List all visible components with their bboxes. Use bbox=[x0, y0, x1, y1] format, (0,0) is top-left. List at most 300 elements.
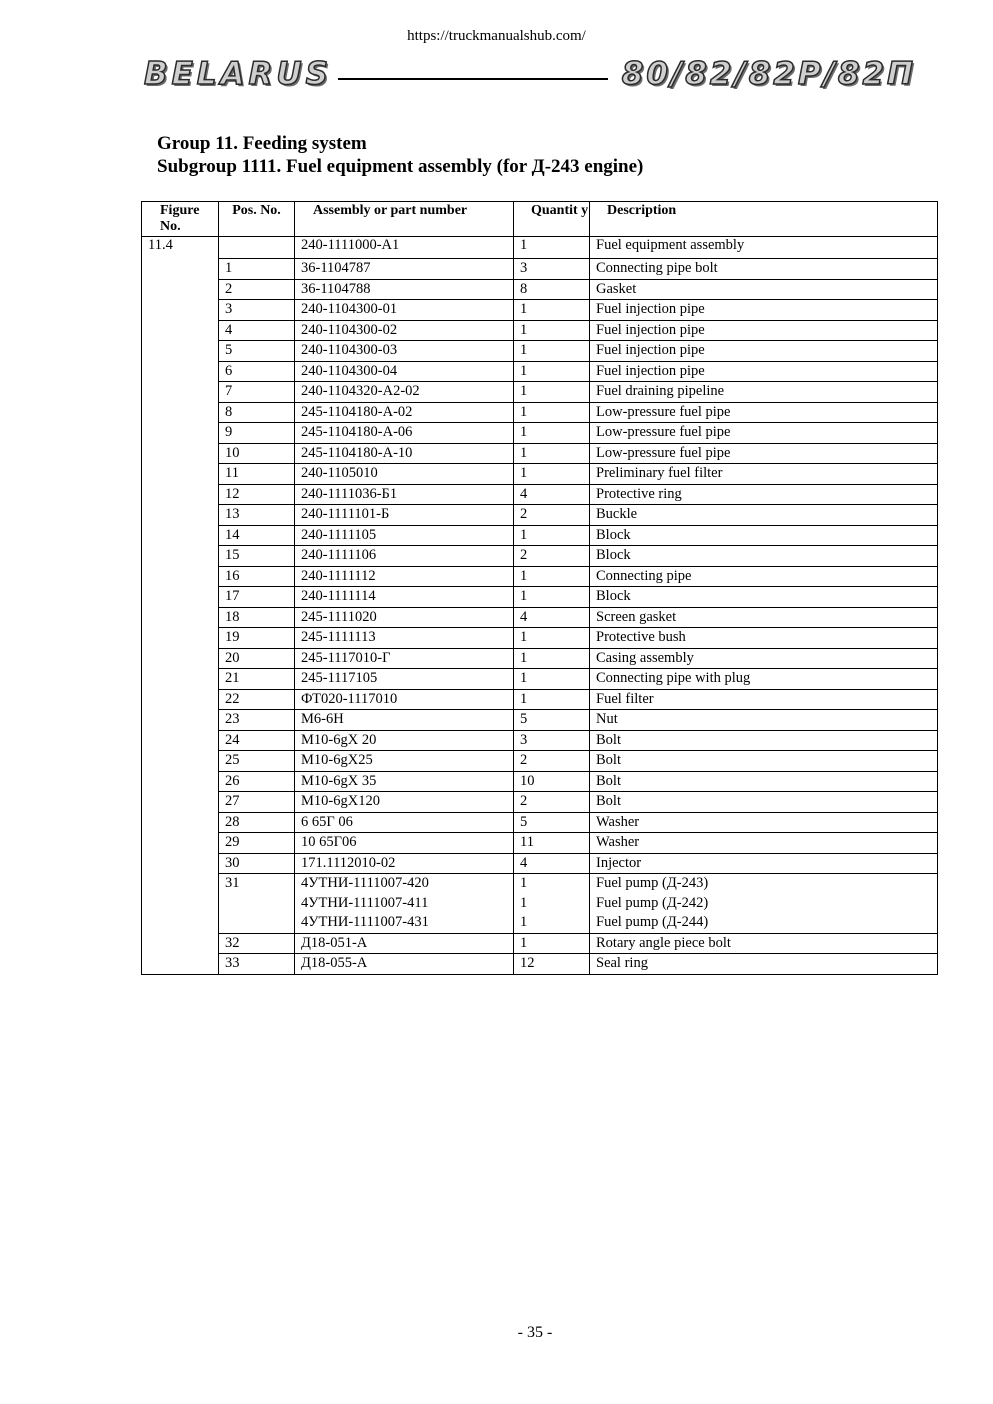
cell-pos bbox=[219, 730, 295, 751]
cell-part-number bbox=[295, 771, 514, 792]
quantity-value: 1 bbox=[520, 526, 528, 543]
cell-part-number bbox=[295, 279, 514, 300]
cell-description bbox=[590, 402, 938, 423]
description-text: Gasket bbox=[596, 280, 637, 297]
pos-number: 20 bbox=[225, 649, 240, 666]
cell-quantity bbox=[514, 648, 590, 669]
table-row bbox=[142, 833, 938, 854]
cell-figure bbox=[142, 628, 219, 649]
cell-part-number bbox=[295, 423, 514, 444]
cell-quantity bbox=[514, 382, 590, 403]
pos-number: 25 bbox=[225, 752, 240, 768]
cell-pos bbox=[219, 607, 295, 628]
cell-figure bbox=[142, 689, 219, 710]
cell-description bbox=[590, 443, 938, 464]
cell-pos bbox=[219, 853, 295, 874]
cell-part-number bbox=[295, 361, 514, 382]
cell-pos bbox=[219, 546, 295, 567]
description-text: Bolt bbox=[596, 772, 621, 789]
quantity-value: 2 bbox=[520, 547, 528, 563]
part-number: 36-1104788 bbox=[301, 280, 371, 297]
table-row bbox=[142, 546, 938, 567]
pos-number: 27 bbox=[225, 793, 240, 809]
table-row bbox=[142, 874, 938, 934]
cell-quantity bbox=[514, 320, 590, 341]
cell-figure bbox=[142, 546, 219, 567]
cell-description bbox=[590, 607, 938, 628]
cell-part-number bbox=[295, 402, 514, 423]
group-title: Group 11. Feeding system bbox=[157, 133, 367, 154]
cell-part-number bbox=[295, 320, 514, 341]
part-number: 240-1104300-01 bbox=[301, 301, 398, 317]
description-text: Low-pressure fuel pipe bbox=[596, 403, 731, 420]
cell-part-number bbox=[295, 751, 514, 772]
cell-part-number bbox=[295, 464, 514, 485]
brand-banner bbox=[140, 56, 920, 92]
quantity-value: 4 bbox=[520, 485, 528, 502]
description-text: Seal ring bbox=[596, 955, 648, 971]
description-text: Preliminary fuel filter bbox=[596, 465, 723, 481]
part-number: 240-1111114 bbox=[301, 588, 376, 604]
quantity-value: 1 bbox=[520, 649, 528, 666]
cell-figure bbox=[142, 443, 219, 464]
pos-number: 5 bbox=[225, 342, 233, 358]
cell-quantity bbox=[514, 771, 590, 792]
cell-description bbox=[590, 423, 938, 444]
pos-number: 29 bbox=[225, 834, 240, 850]
cell-figure bbox=[142, 300, 219, 321]
description-text: Fuel filter bbox=[596, 690, 654, 707]
cell-description bbox=[590, 464, 938, 485]
pos-number: 13 bbox=[225, 506, 240, 522]
part-number: ФТ020-1117010 bbox=[301, 690, 398, 707]
cell-figure bbox=[142, 505, 219, 526]
pos-number: 6 bbox=[225, 362, 233, 379]
description-text: Fuel pump (Д-242) bbox=[596, 894, 709, 911]
cell-figure bbox=[142, 464, 219, 485]
cell-part-number bbox=[295, 933, 514, 954]
description-text: Protective ring bbox=[596, 485, 682, 502]
cell-quantity bbox=[514, 833, 590, 854]
part-number: 245-1104180-А-10 bbox=[301, 444, 413, 461]
part-number: Д18-055-А bbox=[301, 955, 368, 971]
cell-figure bbox=[142, 279, 219, 300]
section-headings bbox=[157, 132, 643, 178]
cell-figure bbox=[142, 730, 219, 751]
pos-number: 31 bbox=[225, 875, 240, 891]
cell-figure bbox=[142, 853, 219, 874]
cell-part-number bbox=[295, 505, 514, 526]
cell-part-number bbox=[295, 484, 514, 505]
cell-quantity bbox=[514, 628, 590, 649]
part-number: 245-1111113 bbox=[301, 629, 376, 645]
cell-assembly-number: 240-1111000-А1 bbox=[295, 237, 514, 259]
quantity-value: 1 bbox=[520, 383, 528, 399]
cell-quantity bbox=[514, 464, 590, 485]
pos-number: 16 bbox=[225, 567, 240, 584]
assembly-row bbox=[142, 237, 938, 259]
figure-number: 11.4 bbox=[142, 237, 219, 259]
quantity-value: 1 bbox=[520, 342, 528, 358]
cell-pos bbox=[219, 751, 295, 772]
description-text: Connecting pipe bolt bbox=[596, 260, 718, 276]
part-number: 10 65Г06 bbox=[301, 834, 357, 850]
cell-part-number bbox=[295, 812, 514, 833]
col-header-pos: Pos. No. bbox=[219, 202, 295, 237]
table-row bbox=[142, 300, 938, 321]
part-number: 6 65Г 06 bbox=[301, 813, 353, 830]
cell-quantity bbox=[514, 607, 590, 628]
cell-pos bbox=[219, 464, 295, 485]
cell-quantity bbox=[514, 689, 590, 710]
part-number: 240-1111036-Б1 bbox=[301, 485, 398, 502]
cell-description bbox=[590, 382, 938, 403]
part-number: М10-6gХ 35 bbox=[301, 772, 377, 789]
cell-description bbox=[590, 771, 938, 792]
table-row bbox=[142, 628, 938, 649]
cell-description bbox=[590, 954, 938, 975]
cell-figure bbox=[142, 341, 219, 362]
pos-number: 2 bbox=[225, 280, 233, 297]
cell-pos bbox=[219, 648, 295, 669]
table-row bbox=[142, 710, 938, 731]
cell-quantity bbox=[514, 279, 590, 300]
description-text: Fuel injection pipe bbox=[596, 362, 705, 379]
cell-part-number bbox=[295, 525, 514, 546]
cell-part-number bbox=[295, 853, 514, 874]
cell-description bbox=[590, 587, 938, 608]
cell-pos bbox=[219, 423, 295, 444]
pos-number: 8 bbox=[225, 403, 233, 420]
cell-figure bbox=[142, 607, 219, 628]
cell-description bbox=[590, 730, 938, 751]
cell-part-number bbox=[295, 546, 514, 567]
cell-description bbox=[590, 933, 938, 954]
cell-part-number bbox=[295, 954, 514, 975]
part-number: 36-1104787 bbox=[301, 260, 371, 276]
description-text: Block bbox=[596, 526, 631, 543]
cell-pos bbox=[219, 300, 295, 321]
cell-description bbox=[590, 628, 938, 649]
cell-figure bbox=[142, 954, 219, 975]
quantity-value: 10 bbox=[520, 772, 535, 789]
brand-logo: BELARUS bbox=[144, 56, 332, 92]
part-number: 4УТНИ-1111007-420 bbox=[301, 875, 429, 891]
model-designation: 80/82/82Р/82П bbox=[621, 56, 916, 92]
part-number: 240-1111112 bbox=[301, 567, 376, 584]
source-url[interactable]: https://truckmanualshub.com/ bbox=[407, 28, 586, 44]
pos-number: 21 bbox=[225, 670, 240, 686]
table-row bbox=[142, 607, 938, 628]
quantity-value: 1 bbox=[520, 934, 528, 951]
part-number: 240-1105010 bbox=[301, 465, 378, 481]
cell-quantity bbox=[514, 300, 590, 321]
cell-pos bbox=[219, 443, 295, 464]
cell-figure bbox=[142, 320, 219, 341]
table-row bbox=[142, 587, 938, 608]
part-number: Д18-051-А bbox=[301, 934, 368, 951]
part-number: 240-1111101-Б bbox=[301, 506, 390, 522]
table-row bbox=[142, 812, 938, 833]
cell-quantity bbox=[514, 443, 590, 464]
cell-quantity bbox=[514, 546, 590, 567]
pos-number: 12 bbox=[225, 485, 240, 502]
quantity-value: 1 bbox=[520, 362, 528, 379]
description-text: Fuel pump (Д-243) bbox=[596, 875, 709, 891]
description-text: Block bbox=[596, 547, 631, 563]
cell-figure bbox=[142, 525, 219, 546]
table-row bbox=[142, 361, 938, 382]
cell-part-number bbox=[295, 648, 514, 669]
pos-number: 24 bbox=[225, 731, 240, 748]
cell-pos bbox=[219, 566, 295, 587]
cell-description bbox=[590, 546, 938, 567]
table-row bbox=[142, 648, 938, 669]
cell-part-number bbox=[295, 792, 514, 813]
part-number: М10-6gХ25 bbox=[301, 752, 373, 768]
part-number: 245-1104180-А-02 bbox=[301, 403, 413, 420]
part-number: 4УТНИ-1111007-431 bbox=[301, 914, 429, 930]
part-number: 171.1112010-02 bbox=[301, 854, 396, 871]
cell-quantity bbox=[514, 669, 590, 690]
quantity-value: 2 bbox=[520, 793, 528, 809]
quantity-value: 1 bbox=[520, 690, 528, 707]
table-row bbox=[142, 853, 938, 874]
description-text: Fuel draining pipeline bbox=[596, 383, 725, 399]
part-number: 240-1111105 bbox=[301, 526, 377, 543]
col-header-quantity: Quantit y bbox=[514, 202, 590, 237]
cell-description bbox=[590, 833, 938, 854]
description-text: Fuel injection pipe bbox=[596, 321, 705, 338]
cell-description bbox=[590, 812, 938, 833]
parts-table bbox=[141, 201, 938, 975]
cell-pos bbox=[219, 812, 295, 833]
pos-number: 32 bbox=[225, 934, 240, 951]
table-row bbox=[142, 566, 938, 587]
pos-number: 4 bbox=[225, 321, 233, 338]
quantity-value: 1 bbox=[520, 894, 528, 911]
description-text: Block bbox=[596, 588, 631, 604]
quantity-value: 1 bbox=[520, 403, 528, 420]
table-row bbox=[142, 464, 938, 485]
cell-quantity bbox=[514, 933, 590, 954]
cell-description bbox=[590, 525, 938, 546]
description-text: Injector bbox=[596, 854, 642, 871]
description-text: Rotary angle piece bolt bbox=[596, 934, 731, 951]
cell-pos bbox=[219, 320, 295, 341]
cell-pos bbox=[219, 279, 295, 300]
table-row bbox=[142, 751, 938, 772]
description-text: Connecting pipe bbox=[596, 567, 692, 584]
cell-description bbox=[590, 484, 938, 505]
cell-pos bbox=[219, 505, 295, 526]
description-text: Nut bbox=[596, 711, 618, 727]
table-row bbox=[142, 259, 938, 280]
description-text: Fuel pump (Д-244) bbox=[596, 914, 709, 930]
cell-figure bbox=[142, 402, 219, 423]
part-number: 240-1104300-03 bbox=[301, 342, 398, 358]
cell-quantity bbox=[514, 505, 590, 526]
quantity-value: 5 bbox=[520, 813, 528, 830]
pos-number: 14 bbox=[225, 526, 240, 543]
pos-number: 11 bbox=[225, 465, 239, 481]
part-number: 240-1104300-02 bbox=[301, 321, 398, 338]
cell-figure bbox=[142, 833, 219, 854]
cell-figure bbox=[142, 259, 219, 280]
cell-description bbox=[590, 361, 938, 382]
cell-part-number bbox=[295, 689, 514, 710]
cell-figure bbox=[142, 423, 219, 444]
cell-figure bbox=[142, 792, 219, 813]
quantity-value: 1 bbox=[520, 424, 528, 440]
cell-description: Fuel equipment assembly bbox=[590, 237, 938, 259]
quantity-value: 1 bbox=[520, 321, 528, 338]
cell-description bbox=[590, 341, 938, 362]
pos-number: 7 bbox=[225, 383, 233, 399]
part-number: М6-6Н bbox=[301, 711, 344, 727]
cell-quantity bbox=[514, 710, 590, 731]
description-text: Washer bbox=[596, 813, 640, 830]
part-number: 245-1111020 bbox=[301, 608, 377, 625]
description-text: Low-pressure fuel pipe bbox=[596, 424, 731, 440]
pos-number: 17 bbox=[225, 588, 240, 604]
description-text: Low-pressure fuel pipe bbox=[596, 444, 731, 461]
cell-description bbox=[590, 689, 938, 710]
quantity-value: 1 bbox=[520, 588, 528, 604]
cell-quantity bbox=[514, 423, 590, 444]
cell-quantity: 1 bbox=[514, 237, 590, 259]
cell-quantity bbox=[514, 341, 590, 362]
part-number: 240-1104300-04 bbox=[301, 362, 398, 379]
table-row bbox=[142, 341, 938, 362]
pos-number: 18 bbox=[225, 608, 240, 625]
quantity-value: 12 bbox=[520, 955, 535, 971]
quantity-value: 1 bbox=[520, 567, 528, 584]
pos-number: 22 bbox=[225, 690, 240, 707]
table-row bbox=[142, 525, 938, 546]
table-row bbox=[142, 933, 938, 954]
cell-figure bbox=[142, 710, 219, 731]
table-row bbox=[142, 792, 938, 813]
cell-pos bbox=[219, 382, 295, 403]
cell-description bbox=[590, 300, 938, 321]
cell-pos bbox=[219, 954, 295, 975]
cell-description bbox=[590, 792, 938, 813]
col-header-figure: Figure No. bbox=[142, 202, 219, 237]
cell-pos bbox=[219, 669, 295, 690]
cell-description bbox=[590, 751, 938, 772]
cell-figure bbox=[142, 669, 219, 690]
cell-pos bbox=[219, 710, 295, 731]
cell-quantity bbox=[514, 954, 590, 975]
cell-quantity bbox=[514, 587, 590, 608]
cell-figure bbox=[142, 933, 219, 954]
cell-quantity bbox=[514, 874, 590, 934]
col-header-assembly: Assembly or part number bbox=[295, 202, 514, 237]
cell-figure bbox=[142, 812, 219, 833]
cell-pos bbox=[219, 484, 295, 505]
quantity-value: 1 bbox=[520, 875, 528, 891]
cell-quantity bbox=[514, 259, 590, 280]
cell-part-number bbox=[295, 628, 514, 649]
col-header-description: Description bbox=[590, 202, 938, 237]
quantity-value: 1 bbox=[520, 670, 528, 686]
quantity-value: 1 bbox=[520, 301, 528, 317]
cell-quantity bbox=[514, 566, 590, 587]
part-number: 245-1117010-Г bbox=[301, 649, 391, 666]
pos-number: 30 bbox=[225, 854, 240, 871]
table-row bbox=[142, 954, 938, 975]
quantity-value: 2 bbox=[520, 752, 528, 768]
part-number: 245-1104180-А-06 bbox=[301, 424, 413, 440]
cell-figure bbox=[142, 382, 219, 403]
pos-number: 10 bbox=[225, 444, 240, 461]
cell-description bbox=[590, 853, 938, 874]
quantity-value: 5 bbox=[520, 711, 528, 727]
cell-description bbox=[590, 279, 938, 300]
pos-number: 3 bbox=[225, 301, 233, 317]
quantity-value: 1 bbox=[520, 465, 528, 481]
cell-quantity bbox=[514, 853, 590, 874]
description-text: Bolt bbox=[596, 793, 621, 809]
pos-number: 15 bbox=[225, 547, 240, 563]
cell-pos bbox=[219, 402, 295, 423]
cell-quantity bbox=[514, 751, 590, 772]
cell-description bbox=[590, 259, 938, 280]
cell-part-number bbox=[295, 730, 514, 751]
page-number: - 35 - bbox=[517, 1324, 553, 1341]
pos-number: 19 bbox=[225, 629, 240, 645]
description-text: Connecting pipe with plug bbox=[596, 670, 751, 686]
pos-number: 28 bbox=[225, 813, 240, 830]
cell-quantity bbox=[514, 792, 590, 813]
cell-part-number bbox=[295, 710, 514, 731]
quantity-value: 4 bbox=[520, 608, 528, 625]
cell-pos bbox=[219, 792, 295, 813]
cell-part-number bbox=[295, 259, 514, 280]
table-header-row bbox=[142, 202, 938, 237]
cell-part-number bbox=[295, 300, 514, 321]
quantity-value: 3 bbox=[520, 260, 528, 276]
cell-pos bbox=[219, 933, 295, 954]
cell-part-number bbox=[295, 587, 514, 608]
cell-pos bbox=[219, 689, 295, 710]
table-row bbox=[142, 669, 938, 690]
cell-part-number bbox=[295, 607, 514, 628]
banner-rule bbox=[338, 78, 608, 80]
cell-part-number bbox=[295, 833, 514, 854]
cell-pos bbox=[219, 525, 295, 546]
table-row bbox=[142, 505, 938, 526]
table-row bbox=[142, 443, 938, 464]
cell-figure bbox=[142, 648, 219, 669]
table-row bbox=[142, 382, 938, 403]
cell-pos bbox=[219, 874, 295, 934]
cell-description bbox=[590, 320, 938, 341]
cell-description bbox=[590, 566, 938, 587]
quantity-value: 1 bbox=[520, 629, 528, 645]
subgroup-title: Subgroup 1111. Fuel equipment assembly (for Д-243 engine) bbox=[157, 156, 644, 177]
cell-pos bbox=[219, 361, 295, 382]
description-text: Fuel injection pipe bbox=[596, 301, 705, 317]
cell-figure bbox=[142, 874, 219, 934]
pos-number: 1 bbox=[225, 260, 233, 276]
cell-quantity bbox=[514, 525, 590, 546]
cell-figure bbox=[142, 484, 219, 505]
cell-part-number bbox=[295, 341, 514, 362]
cell-pos bbox=[219, 587, 295, 608]
part-number: 4УТНИ-1111007-411 bbox=[301, 894, 429, 911]
